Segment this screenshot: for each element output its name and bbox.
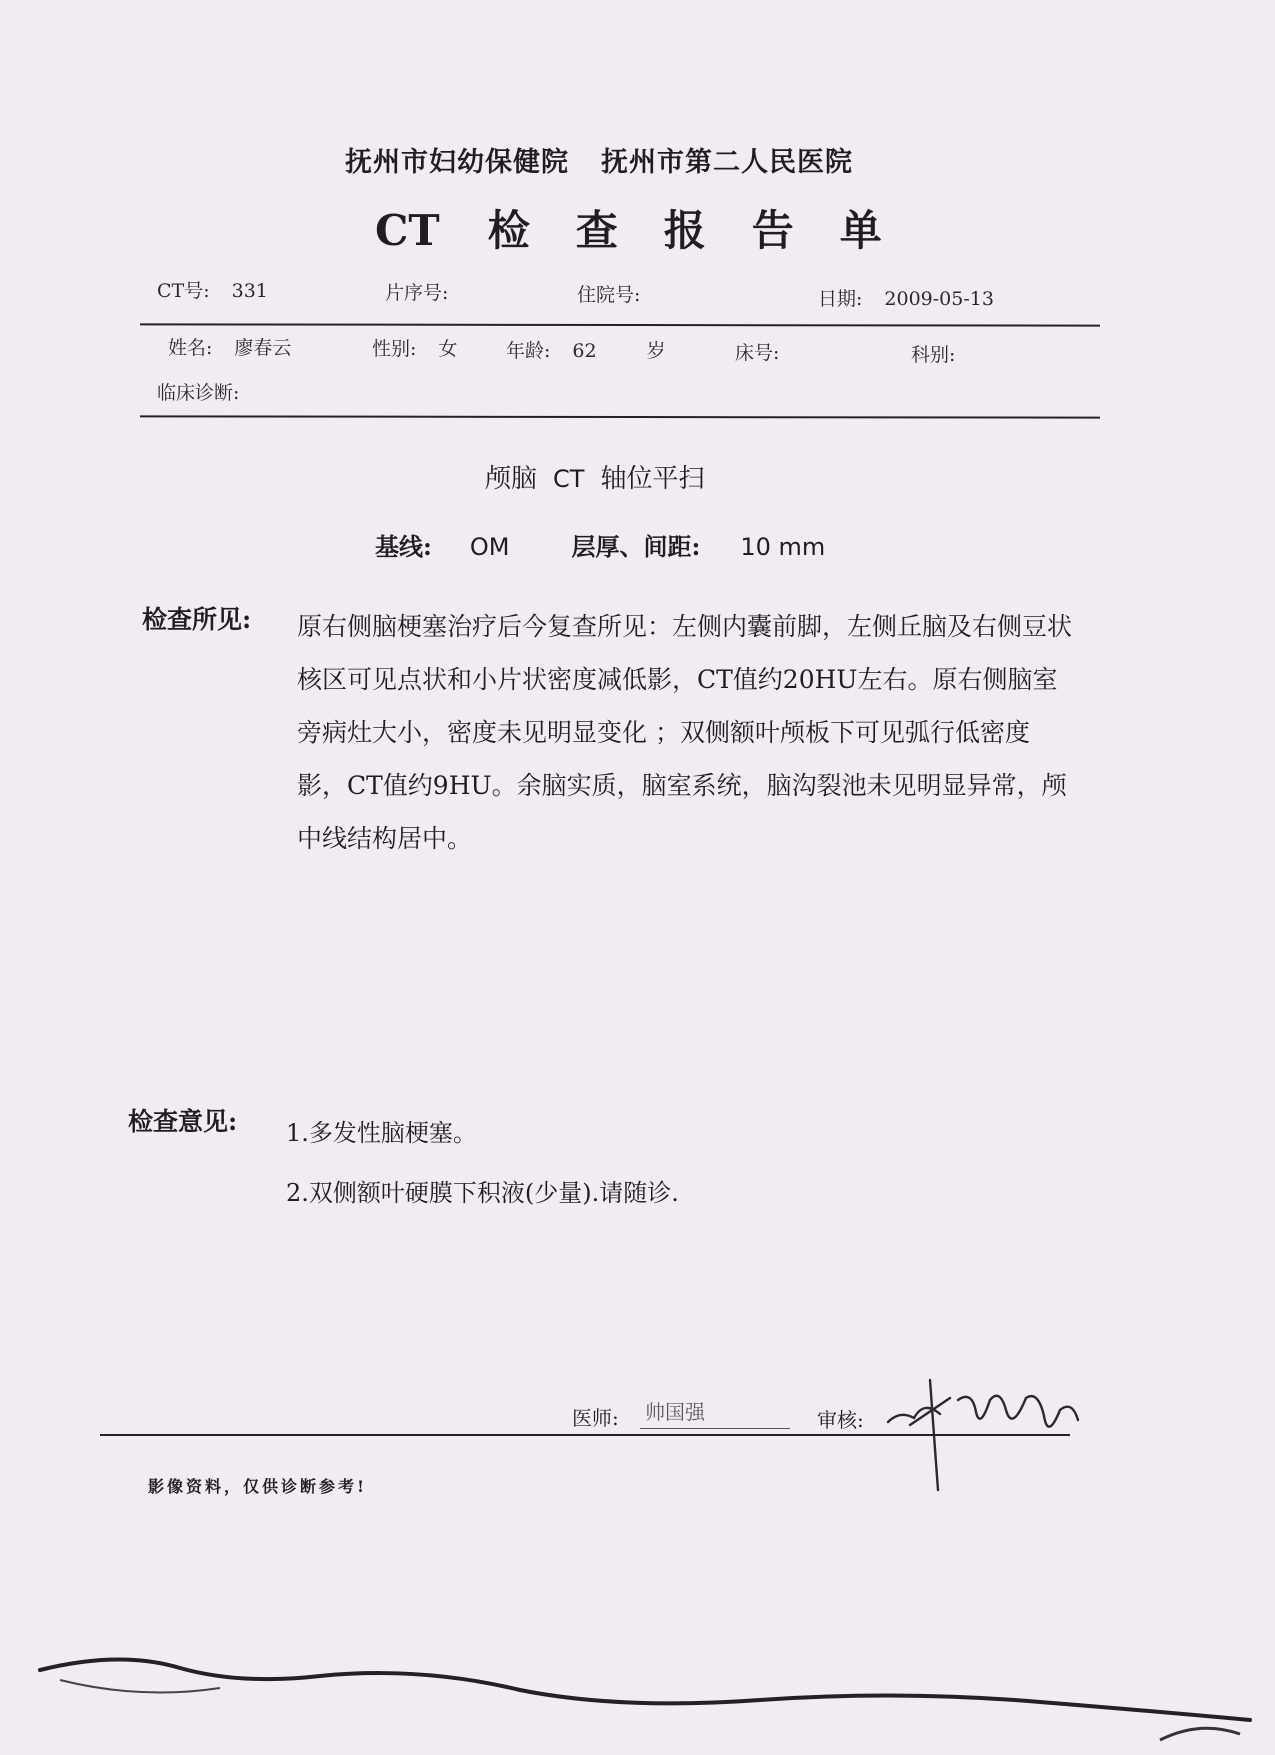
opinion-label: 检查意见: bbox=[128, 1107, 238, 1136]
sex-label: 性别: bbox=[372, 338, 417, 360]
doctor-label: 医师: bbox=[572, 1406, 619, 1430]
doctor-signature: 帅国强 bbox=[645, 1400, 705, 1424]
divider-top bbox=[140, 323, 1100, 326]
date-value: 2009-05-13 bbox=[884, 288, 994, 310]
thickness-label: 层厚、间距: bbox=[571, 532, 701, 561]
exam-part-1: 颅脑 bbox=[485, 464, 538, 494]
age-label: 年龄: bbox=[506, 340, 551, 362]
title-char-2: 查 bbox=[575, 206, 618, 255]
report-title bbox=[375, 198, 882, 258]
findings-label: 检查所见: bbox=[142, 605, 252, 634]
name-value: 廖春云 bbox=[234, 337, 292, 359]
patient-name bbox=[168, 333, 291, 360]
report-date bbox=[818, 284, 994, 311]
paper-wrinkle bbox=[0, 1630, 1275, 1755]
title-char-5: 单 bbox=[839, 206, 882, 255]
department-label: 科别: bbox=[911, 344, 956, 366]
baseline-label: 基线: bbox=[375, 532, 432, 561]
date-label: 日期: bbox=[818, 288, 863, 310]
hospital-1: 抚州市妇幼保健院 bbox=[345, 147, 569, 178]
divider-footer bbox=[100, 1434, 1070, 1436]
title-char-3: 报 bbox=[663, 206, 706, 255]
ct-number-value: 331 bbox=[231, 280, 268, 302]
scan-parameters bbox=[375, 527, 825, 562]
title-ct: CT bbox=[375, 206, 440, 255]
ct-number bbox=[157, 276, 268, 303]
exam-type bbox=[485, 458, 704, 495]
ct-number-label: CT号: bbox=[157, 280, 210, 302]
patient-sex bbox=[372, 334, 457, 361]
bed-number-label: 床号: bbox=[735, 342, 780, 364]
inpatient-number-label: 住院号: bbox=[577, 284, 641, 306]
footer-note: 影像资料，仅供诊断参考! bbox=[148, 1477, 368, 1496]
thickness-value: 10 mm bbox=[740, 533, 826, 561]
exam-part-3: 轴位平扫 bbox=[600, 464, 705, 494]
age-unit: 岁 bbox=[646, 340, 666, 362]
doctor-signature-line bbox=[640, 1428, 790, 1429]
exam-part-2: CT bbox=[553, 465, 585, 493]
review-label: 审核: bbox=[817, 1408, 864, 1432]
clinical-diagnosis-label: 临床诊断: bbox=[157, 382, 240, 404]
divider-bottom bbox=[140, 415, 1100, 418]
film-number-label: 片序号: bbox=[385, 282, 449, 304]
opinion-item-1: 1.多发性脑梗塞。 bbox=[286, 1119, 477, 1147]
patient-age bbox=[506, 336, 666, 363]
opinion-list bbox=[286, 1103, 679, 1223]
hospital-names bbox=[345, 140, 853, 179]
age-value: 62 bbox=[572, 340, 597, 362]
opinion-item-2: 2.双侧额叶硬膜下积液(少量).请随诊. bbox=[286, 1179, 679, 1207]
sex-value: 女 bbox=[438, 338, 458, 360]
baseline-value: OM bbox=[469, 533, 510, 561]
findings-text: 原右侧脑梗塞治疗后今复查所见：左侧内囊前脚，左侧丘脑及右侧豆状核区可见点状和小片状密度减低影，CT值约20HU左右。原右侧脑室旁病灶大小，密度未见明显变化 ；双侧额叶颅板下可见弧行低密度影，CT值约9HU。余脑实质，脑室系统，脑沟裂池未见明显异常，颅中线结构居中。 bbox=[297, 612, 1073, 853]
title-char-1: 检 bbox=[487, 206, 530, 255]
title-char-4: 告 bbox=[751, 206, 794, 255]
name-label: 姓名: bbox=[168, 337, 213, 359]
hospital-2: 抚州市第二人民医院 bbox=[601, 147, 853, 178]
